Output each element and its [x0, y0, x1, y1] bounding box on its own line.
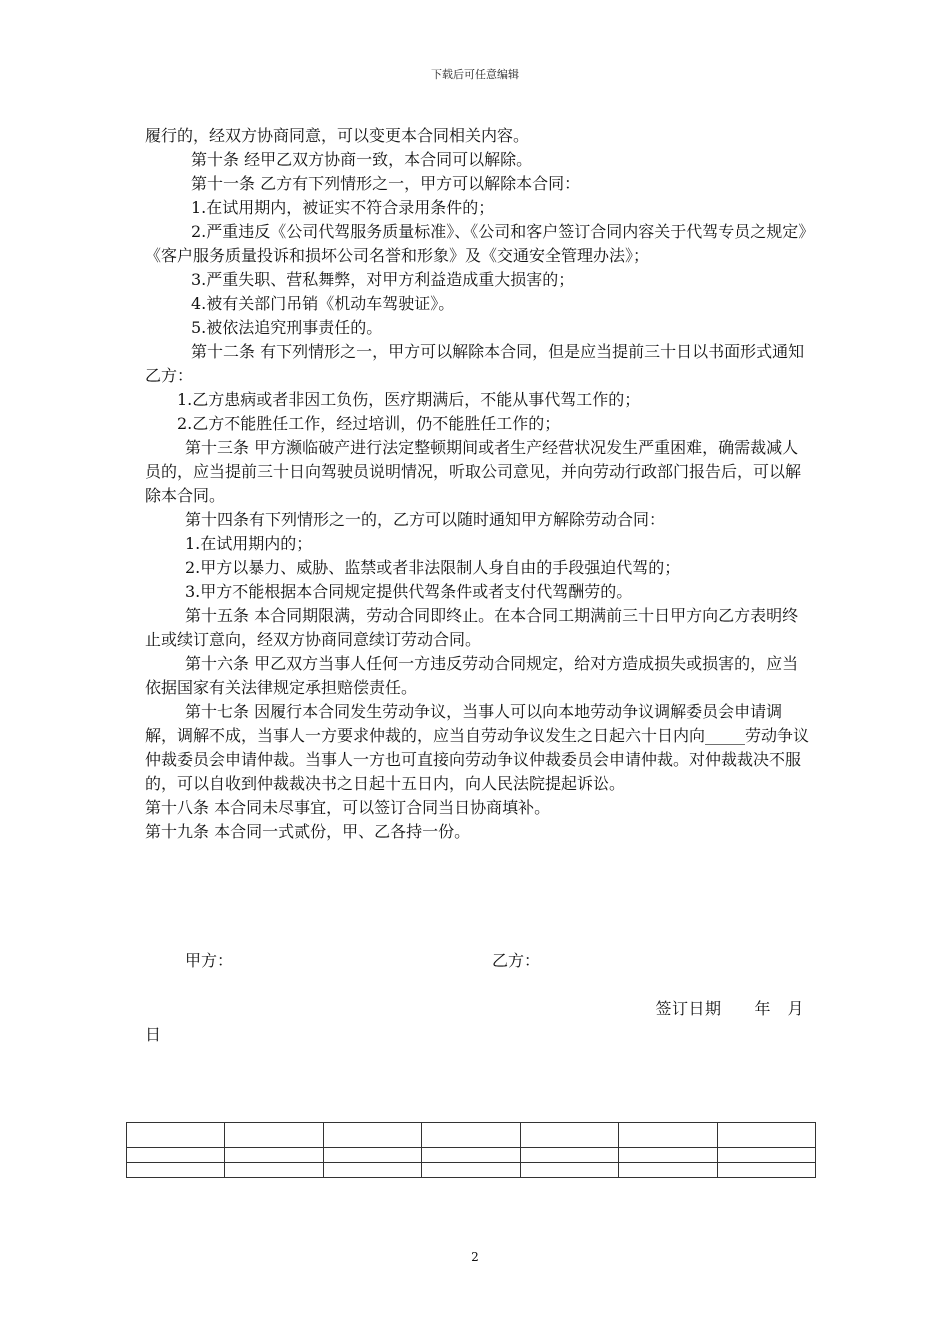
table-cell: [717, 1123, 815, 1148]
signature-row: [145, 948, 810, 972]
table-cell: [422, 1148, 520, 1163]
paragraph: 第十二条 有下列情形之一，甲方可以解除本合同，但是应当提前三十日以书面形式通知乙方：: [145, 342, 805, 385]
paragraph: 第十六条 甲乙双方当事人任何一方违反劳动合同规定，给对方造成损失或损害的，应当依据国家有关法律规定承担赔偿责任。: [145, 654, 799, 697]
table-row: [127, 1163, 816, 1178]
paragraph: 3.甲方不能根据本合同规定提供代驾条件或者支付代驾酬劳的。: [185, 582, 633, 601]
paragraph: 第十七条 因履行本合同发生劳动争议，当事人可以向本地劳动争议调解委员会申请调解，调解不成，当事人一方要求仲裁的，应当自劳动争议发生之日起六十日内向_____劳动争议仲裁委员会申请仲裁。当事人一方也可直接向劳动争议仲裁委员会申请仲裁。对仲裁裁决不服的，可以自收到仲裁裁决书之日起十五日内，向人民法院提起诉讼。: [145, 702, 810, 793]
table-cell: [520, 1163, 618, 1178]
table-cell: [619, 1163, 717, 1178]
table-cell: [422, 1163, 520, 1178]
paragraph: 履行的，经双方协商同意，可以变更本合同相关内容。: [145, 126, 530, 145]
table-row: [127, 1148, 816, 1163]
paragraph: 1.在试用期内的；: [185, 534, 313, 553]
paragraph: 第十一条 乙方有下列情形之一，甲方可以解除本合同：: [191, 174, 581, 193]
party-a-label: 甲方：: [185, 951, 234, 970]
table-cell: [127, 1123, 225, 1148]
paragraph: 2.乙方不能胜任工作，经过培训，仍不能胜任工作的；: [177, 414, 561, 433]
sign-date: [145, 996, 810, 1048]
blank-table: [126, 1122, 816, 1178]
table-cell: [717, 1163, 815, 1178]
contract-body: [145, 124, 810, 844]
paragraph: 2.甲方以暴力、威胁、监禁或者非法限制人身自由的手段强迫代驾的；: [185, 558, 681, 577]
paragraph: 第十四条有下列情形之一的，乙方可以随时通知甲方解除劳动合同：: [185, 510, 666, 529]
paragraph: 第十条 经甲乙双方协商一致，本合同可以解除。: [191, 150, 533, 169]
paragraph: 2.严重违反《公司代驾服务质量标准》、《公司和客户签订合同内容关于代驾专员之规定》《客户服务质量投诉和损坏公司名誉和形象》及《交通安全管理办法》；: [145, 222, 807, 265]
paragraph: 5.被依法追究刑事责任的。: [191, 318, 383, 337]
table-cell: [520, 1148, 618, 1163]
table-row: [127, 1123, 816, 1148]
table-cell: [422, 1123, 520, 1148]
table-cell: [225, 1123, 323, 1148]
table-cell: [619, 1148, 717, 1163]
sign-date-label: 签订日期 年 月: [655, 999, 804, 1018]
page-header: 下载后可任意编辑: [431, 68, 519, 81]
table-cell: [619, 1123, 717, 1148]
table-cell: [323, 1123, 421, 1148]
table-cell: [717, 1148, 815, 1163]
page-number: 2: [471, 1250, 479, 1264]
paragraph: 第十八条 本合同未尽事宜，可以签订合同当日协商填补。: [145, 798, 551, 817]
table-cell: [127, 1163, 225, 1178]
paragraph: 4.被有关部门吊销《机动车驾驶证》。: [191, 294, 455, 313]
sign-date-day: 日: [145, 1025, 162, 1044]
paragraph: 1.乙方患病或者非因工负伤，医疗期满后，不能从事代驾工作的；: [177, 390, 641, 409]
party-b-label: 乙方：: [492, 951, 541, 970]
paragraph: 第十三条 甲方濒临破产进行法定整顿期间或者生产经营状况发生严重困难，确需裁减人员的，应当提前三十日向驾驶员说明情况，听取公司意见，并向劳动行政部门报告后，可以解除本合同。: [145, 438, 802, 505]
paragraph: 1.在试用期内，被证实不符合录用条件的；: [191, 198, 495, 217]
table-cell: [127, 1148, 225, 1163]
table-cell: [225, 1163, 323, 1178]
table-cell: [225, 1148, 323, 1163]
paragraph: 第十九条 本合同一式贰份，甲、乙各持一份。: [145, 822, 471, 841]
paragraph: 第十五条 本合同期限满，劳动合同即终止。在本合同工期满前三十日甲方向乙方表明终止或续订意向，经双方协商同意续订劳动合同。: [145, 606, 799, 649]
table-cell: [323, 1163, 421, 1178]
paragraph: 3.严重失职、营私舞弊，对甲方利益造成重大损害的；: [191, 270, 575, 289]
table-cell: [323, 1148, 421, 1163]
table-cell: [520, 1123, 618, 1148]
